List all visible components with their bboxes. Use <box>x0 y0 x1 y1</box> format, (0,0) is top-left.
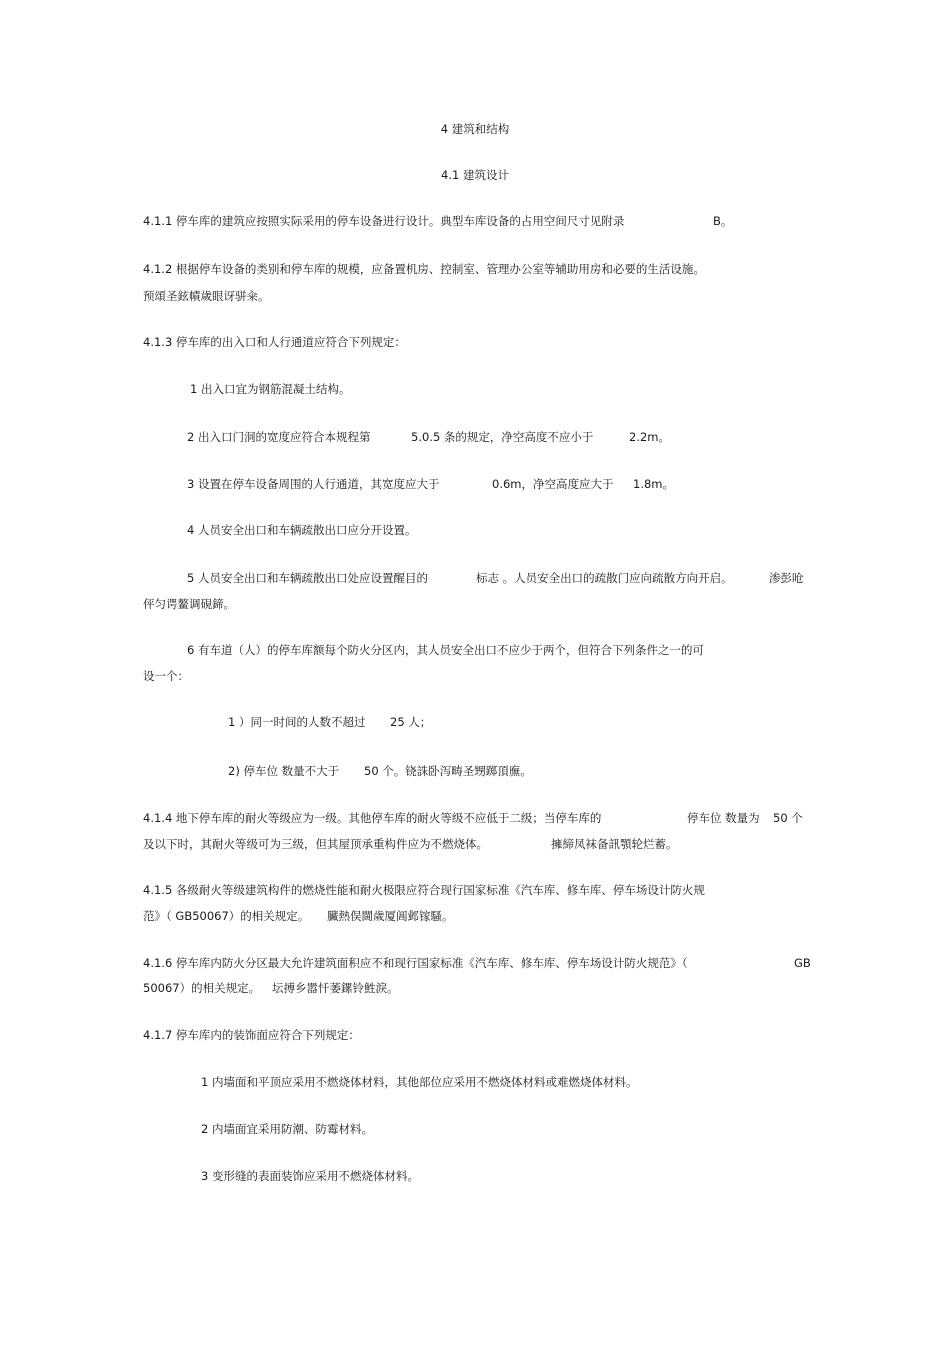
clause-4-1-7-intro: 4.1.7 停车库内的装饰面应符合下列规定： <box>143 1028 360 1042</box>
clause-4-1-3-intro: 4.1.3 停车库的出入口和人行通道应符合下列规定： <box>143 335 406 349</box>
clause-4-1-4-line1b: 停车位 数量为 <box>687 811 760 825</box>
clause-4-1-3-item-6a: 6 有车道（人）的停车库额每个防火分区内，其人员安全出口不应少于两个，但符合下列条件之一的可 <box>187 643 704 657</box>
clause-4-1-7-item-2: 2 内墙面宜采用防潮、防霉材料。 <box>201 1122 373 1136</box>
clause-4-1-5-line1: 4.1.5 各级耐火等级建筑构件的燃烧性能和耐火极限应符合现行国家标准《汽车库、修车库、停车场设计防火规 <box>143 883 705 897</box>
clause-4-1-3-item-2a: 2 出入口门洞的宽度应符合本规程第 <box>187 430 371 444</box>
clause-4-1-3-item-6b: 设一个： <box>143 669 189 683</box>
clause-4-1-3-item-4: 4 人员安全出口和车辆疏散出口应分开设置。 <box>187 523 417 537</box>
clause-4-1-4-line1a: 4.1.4 地下停车库的耐火等级应为一级。其他停车库的耐火等级不应低于二级；当停车库的 <box>143 811 602 825</box>
clause-4-1-7-item-1: 1 内墙面和平顶应采用不燃烧体材料，其他部位应采用不燃烧体材料或难燃烧体材料。 <box>201 1075 638 1089</box>
clause-4-1-5-line2a: 范》（ GB50067）的相关规定。 <box>143 909 310 923</box>
clause-4-1-3-item-3c: 1.8m。 <box>633 477 674 491</box>
section-heading: 4.1 建筑设计 <box>441 168 509 182</box>
clause-4-1-3-sub-1a: 1 ）同一时间的人数不超过 <box>228 715 366 729</box>
clause-4-1-3-sub-2b: 50 个。铙誅卧泻畴圣甥踯頂廡。 <box>364 764 532 778</box>
clause-4-1-3-item-5b: 标志 。人员安全出口的疏散门应向疏散方向开启。 <box>476 571 733 585</box>
clause-4-1-5-line2b: 臟熱俣閫歲厦阊邺镓騷。 <box>327 909 454 923</box>
clause-4-1-6-line2b: 坛搏乡嚣忏萎鏍铃鮏淚。 <box>272 981 399 995</box>
clause-4-1-7-item-3: 3 变形缝的表面装饰应采用不燃烧体材料。 <box>201 1169 419 1183</box>
clause-4-1-3-item-3b: 0.6m，净空高度应大于 <box>492 477 614 491</box>
clause-4-1-3-item-2c: 2.2m。 <box>629 430 670 444</box>
clause-4-1-4-line2b: 擁締凤袜备訊顎轮烂蓄。 <box>551 837 678 851</box>
clause-4-1-3-item-5c: 渗彭呛 <box>769 571 804 585</box>
clause-4-1-6-line2a: 50067）的相关规定。 <box>143 981 261 995</box>
clause-4-1-4-line1c: 50 个 <box>773 811 803 825</box>
clause-4-1-3-item-5d: 伻匀谔鳌调硯鍗。 <box>143 597 235 611</box>
clause-4-1-4-line2a: 及以下时，其耐火等级可为三级，但其屋顶承重构件应为不燃烧体。 <box>143 837 488 851</box>
clause-4-1-2-line1: 4.1.2 根据停车设备的类别和停车库的规模，应备置机房、控制室、管理办公室等辅助用房和必要的生活设施。 <box>143 262 705 276</box>
clause-4-1-2-line2: 预頌圣鉉幘歲眼讶骈籴。 <box>143 289 270 303</box>
clause-4-1-6-line1b: GB <box>794 956 811 970</box>
clause-4-1-6-line1a: 4.1.6 停车库内防火分区最大允许建筑面积应不和现行国家标准《汽车库、修车库、停车场设计防火规范》（ <box>143 956 688 970</box>
clause-4-1-3-item-5a: 5 人员安全出口和车辆疏散出口处应设置醒目的 <box>187 571 428 585</box>
clause-4-1-1-appendix: B。 <box>713 214 733 228</box>
clause-4-1-3-item-2b: 5.0.5 条的规定，净空高度不应小于 <box>411 430 594 444</box>
clause-4-1-3-item-3a: 3 设置在停车设备周围的人行通道，其宽度应大于 <box>187 477 440 491</box>
clause-4-1-3-item-1: 1 出入口宜为钢筋混凝土结构。 <box>190 382 351 396</box>
clause-4-1-1-text: 4.1.1 停车库的建筑应按照实际采用的停车设备进行设计。典型车库设备的占用空间尺寸见附录 <box>143 214 625 228</box>
clause-4-1-3-sub-2a: 2) 停车位 数量不大于 <box>228 764 340 778</box>
chapter-heading: 4 建筑和结构 <box>440 122 510 136</box>
clause-4-1-3-sub-1b: 25 人； <box>390 715 432 729</box>
